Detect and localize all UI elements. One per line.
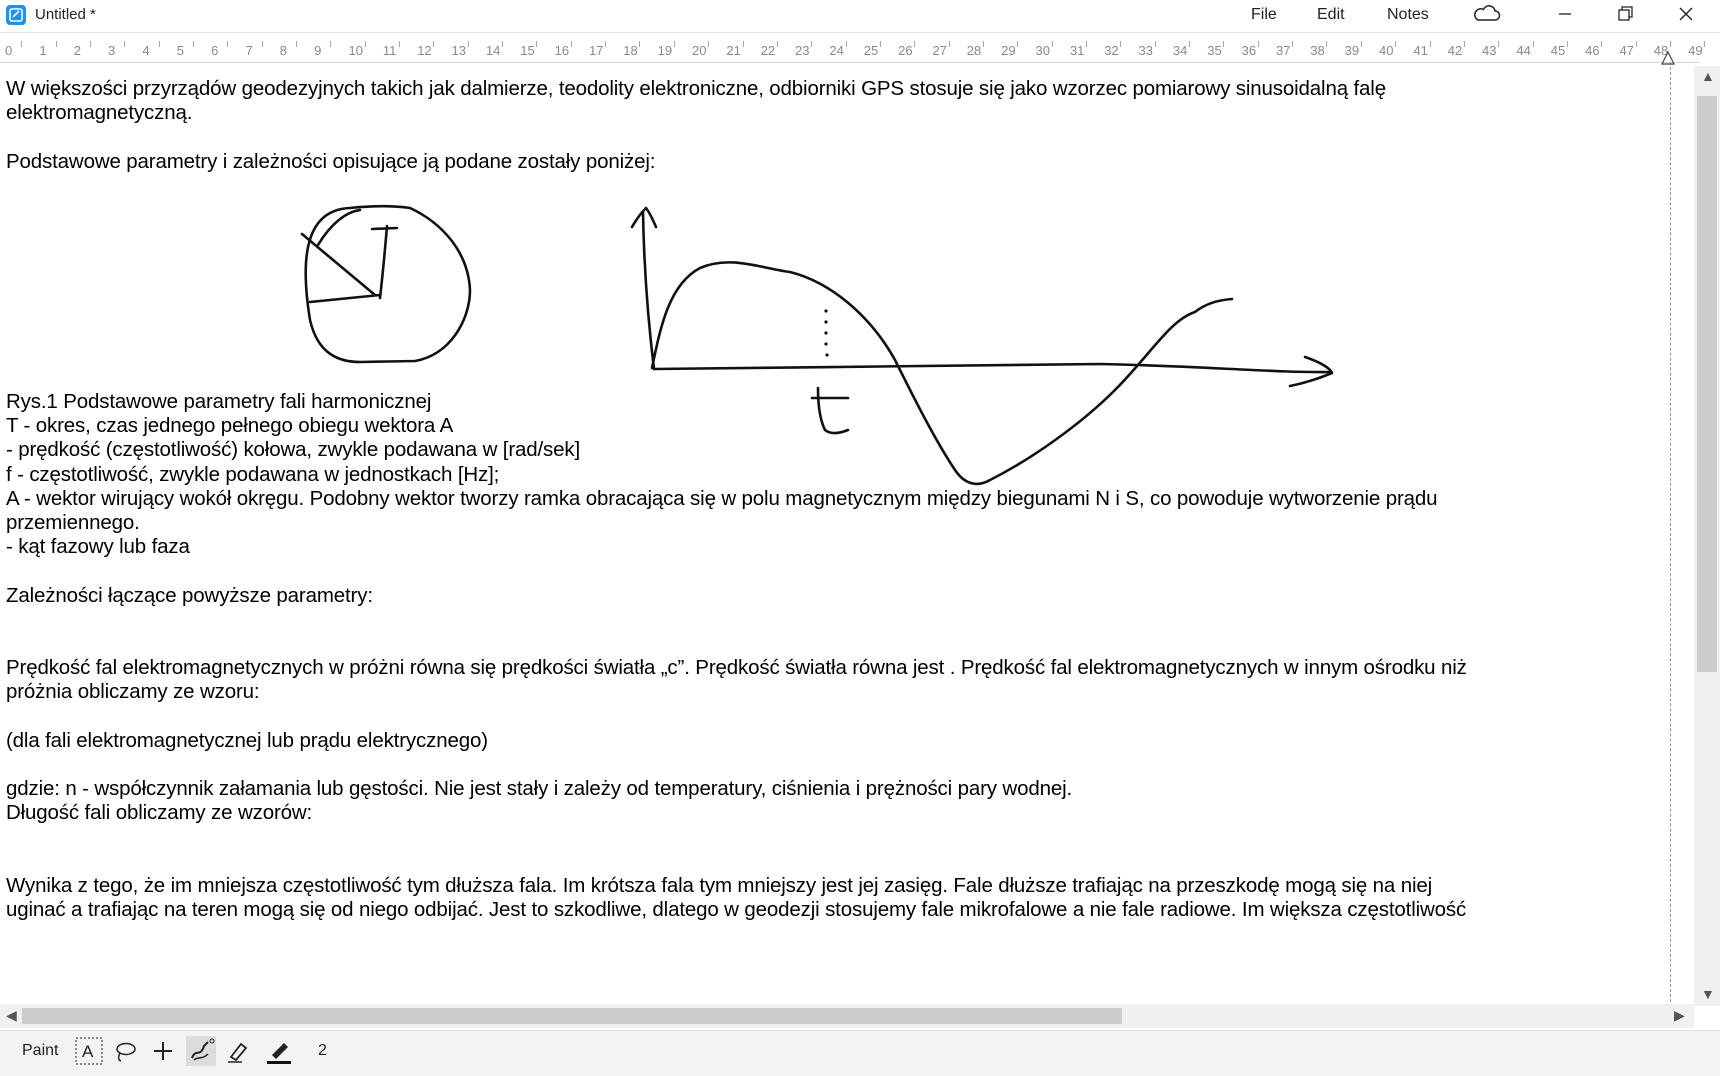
ruler-label: 20 bbox=[692, 43, 707, 58]
scroll-left-icon[interactable]: ◀ bbox=[6, 1007, 17, 1023]
text-line: (dla fali elektromagnetycznej lub prądu elektrycznego) bbox=[6, 729, 488, 752]
ruler-tick bbox=[502, 41, 503, 47]
ruler-label: 2 bbox=[73, 43, 81, 58]
ruler-tick bbox=[571, 41, 572, 47]
restore-icon[interactable] bbox=[1605, 0, 1645, 30]
ruler-label: 1 bbox=[39, 43, 47, 58]
ruler-label: 29 bbox=[1001, 43, 1016, 58]
menu-edit[interactable]: Edit bbox=[1317, 6, 1345, 23]
ruler-label: 10 bbox=[348, 43, 363, 58]
ruler-tick bbox=[1120, 41, 1121, 47]
ruler-label: 13 bbox=[451, 43, 467, 58]
ruler-label: 44 bbox=[1516, 43, 1531, 58]
ruler-label: 42 bbox=[1447, 43, 1463, 58]
ruler-label: 26 bbox=[898, 43, 913, 58]
ruler-tick bbox=[949, 41, 950, 47]
ruler-label: 17 bbox=[588, 43, 604, 58]
ink-dotted-line bbox=[824, 309, 828, 356]
pen-tool-icon[interactable] bbox=[186, 1036, 216, 1066]
ink-tick-top bbox=[372, 228, 397, 229]
title-bar bbox=[0, 0, 1720, 33]
ruler bbox=[0, 40, 1703, 63]
stroke-color-icon[interactable] bbox=[264, 1036, 294, 1066]
ruler-tick bbox=[365, 41, 366, 47]
ruler-tick bbox=[777, 41, 778, 47]
ruler-tick bbox=[1189, 41, 1190, 47]
app-icon bbox=[6, 5, 26, 25]
ruler-label: 27 bbox=[932, 43, 947, 58]
text-line: A - wektor wirujący wokół okręgu. Podobny wektor tworzy ramka obracająca się w polu magnetycznym między biegunami N i S, co powoduje wytworzenie prądu bbox=[6, 487, 1438, 510]
vertical-scrollbar[interactable] bbox=[1694, 66, 1720, 1006]
ruler-label: 25 bbox=[863, 43, 879, 58]
text-line: - prędkość (częstotliwość) kołowa, zwykle podawana w [rad/sek] bbox=[6, 438, 581, 461]
ruler-tick bbox=[330, 41, 331, 47]
ruler-tick bbox=[1052, 41, 1053, 47]
ruler-label: 41 bbox=[1413, 43, 1428, 58]
mode-label: Paint bbox=[22, 1042, 59, 1059]
ruler-tick bbox=[1292, 41, 1293, 47]
ruler-tick bbox=[90, 41, 91, 47]
close-icon[interactable] bbox=[1666, 0, 1706, 30]
text-line: przemiennego. bbox=[6, 511, 140, 534]
ruler-tick bbox=[1464, 41, 1465, 47]
ruler-label: 40 bbox=[1379, 43, 1394, 58]
svg-text:A: A bbox=[82, 1042, 94, 1061]
ruler-tick bbox=[1223, 41, 1224, 47]
ruler-label: 16 bbox=[554, 43, 570, 58]
text-line: f - częstotliwość, zwykle podawana w jednostkach [Hz]; bbox=[6, 463, 500, 486]
ruler-tick bbox=[1258, 41, 1259, 47]
text-line: uginać a trafiając na teren mogą się od niego odbijać. Jest to szkodliwe, dlatego w geodezji stosujemy fale mikrofalowe a nie fale radiowe. Im większa częstotliwość bbox=[6, 898, 1467, 921]
ink-horizontal-radius bbox=[310, 295, 380, 302]
lasso-icon[interactable] bbox=[110, 1036, 140, 1066]
text-line: próżnia obliczamy ze wzoru: bbox=[6, 680, 260, 703]
ruler-label: 38 bbox=[1310, 43, 1325, 58]
ruler-label: 48 bbox=[1653, 43, 1669, 58]
ruler-label: 46 bbox=[1585, 43, 1600, 58]
ruler-label: 37 bbox=[1275, 43, 1291, 58]
ruler-tick bbox=[399, 41, 400, 47]
ruler-tick bbox=[846, 41, 847, 47]
ruler-label: 18 bbox=[623, 43, 638, 58]
text-line: T - okres, czas jednego pełnego obiegu wektora A bbox=[6, 414, 454, 437]
text-line: Długość fali obliczamy ze wzorów: bbox=[6, 801, 313, 824]
ruler-tick bbox=[1155, 41, 1156, 47]
text-line: Zależności łączące powyższe parametry: bbox=[6, 584, 373, 607]
scroll-down-icon[interactable]: ▼ bbox=[1701, 986, 1715, 1002]
ruler-label: 6 bbox=[211, 43, 219, 58]
ruler-tick bbox=[983, 41, 984, 47]
ruler-tick bbox=[193, 41, 194, 47]
ruler-label: 0 bbox=[5, 43, 13, 58]
ruler-tick bbox=[1601, 41, 1602, 47]
ruler-tick bbox=[21, 41, 22, 47]
ruler-tick bbox=[1086, 41, 1087, 47]
ink-y-axis bbox=[643, 212, 654, 369]
ruler-tick bbox=[536, 41, 537, 47]
ruler-label: 32 bbox=[1104, 43, 1119, 58]
ruler-label: 3 bbox=[108, 43, 116, 58]
document-title: Untitled * bbox=[35, 6, 96, 23]
ink-t-vertical bbox=[818, 388, 848, 433]
minimize-icon[interactable] bbox=[1545, 0, 1585, 30]
ruler-tick bbox=[743, 41, 744, 47]
ruler-label: 5 bbox=[176, 43, 184, 58]
text-line: - kąt fazowy lub faza bbox=[6, 535, 190, 558]
ruler-tick bbox=[674, 41, 675, 47]
ruler-tick bbox=[1567, 41, 1568, 47]
ruler-tick bbox=[468, 41, 469, 47]
menu-notes[interactable]: Notes bbox=[1387, 6, 1429, 23]
text-line: W większości przyrządów geodezyjnych takich jak dalmierze, teodolity elektroniczne, odbiorniki GPS stosuje się jako wzorzec pomiarowy sinusoidalną falę bbox=[6, 77, 1386, 100]
ruler-label: 12 bbox=[417, 43, 432, 58]
ruler-label: 33 bbox=[1138, 43, 1154, 58]
ruler-tick bbox=[262, 41, 263, 47]
ruler-label: 43 bbox=[1482, 43, 1497, 58]
ruler-label: 49 bbox=[1688, 43, 1703, 58]
ruler-tick bbox=[227, 41, 228, 47]
ruler-label: 36 bbox=[1241, 43, 1257, 58]
ruler-tick bbox=[1430, 41, 1431, 47]
vertical-scroll-thumb[interactable] bbox=[1697, 96, 1717, 672]
ink-sine-curve bbox=[652, 262, 1232, 484]
ruler-label: 28 bbox=[966, 43, 982, 58]
ruler-label: 19 bbox=[657, 43, 673, 58]
menu-file[interactable]: File bbox=[1251, 6, 1277, 23]
ruler-tick bbox=[1498, 41, 1499, 47]
ruler-label: 34 bbox=[1172, 43, 1188, 58]
paint-toolbar bbox=[0, 1030, 1720, 1076]
ruler-tick bbox=[124, 41, 125, 47]
ruler-tick bbox=[433, 41, 434, 47]
ruler-label: 22 bbox=[760, 43, 776, 58]
ink-vector-a bbox=[302, 234, 375, 295]
ruler-tick bbox=[1361, 41, 1362, 47]
ruler-label: 9 bbox=[314, 43, 322, 58]
ruler-tick bbox=[914, 41, 915, 47]
ruler-label: 11 bbox=[382, 43, 397, 58]
ink-x-axis bbox=[654, 364, 1330, 372]
ruler-tick bbox=[1326, 41, 1327, 47]
ruler-tick bbox=[296, 41, 297, 47]
cloud-icon[interactable] bbox=[1467, 0, 1507, 30]
text-line: elektromagnetyczną. bbox=[6, 101, 193, 124]
ruler-label: 15 bbox=[520, 43, 535, 58]
ruler-tick bbox=[56, 41, 57, 47]
ruler-label: 21 bbox=[726, 43, 741, 58]
ruler-tick bbox=[639, 41, 640, 47]
margin-marker-icon[interactable] bbox=[1660, 50, 1676, 66]
ruler-tick bbox=[1704, 41, 1705, 47]
ruler-label: 39 bbox=[1344, 43, 1360, 58]
ruler-label: 4 bbox=[142, 43, 150, 58]
ruler-tick bbox=[605, 41, 606, 47]
ruler-label: 47 bbox=[1619, 43, 1634, 58]
ruler-label: 14 bbox=[485, 43, 501, 58]
pen-size-value[interactable]: 2 bbox=[318, 1042, 327, 1059]
ruler-label: 31 bbox=[1069, 43, 1085, 58]
ruler-tick bbox=[159, 41, 160, 47]
scroll-up-icon[interactable]: ▲ bbox=[1701, 68, 1715, 84]
ruler-tick bbox=[1670, 41, 1671, 47]
page-margin-guide bbox=[1670, 62, 1671, 1002]
text-line: Wynika z tego, że im mniejsza częstotliwość tym dłuższa fala. Im krótsza fala tym mniejszy jest jej zasięg. Fale dłuższe trafiając na przeszkodę mogą się na niej bbox=[6, 874, 1433, 897]
text-line: Prędkość fal elektromagnetycznych w próżni równa się prędkości światła „c”. Prędkość światła równa jest . Prędkość fal elektromagnetycznych w innym ośrodku niż bbox=[6, 656, 1467, 679]
add-icon[interactable] bbox=[148, 1036, 178, 1066]
text-line: Podstawowe parametry i zależności opisujące ją podane zostały poniżej: bbox=[6, 150, 656, 173]
ruler-label: 35 bbox=[1207, 43, 1222, 58]
ruler-tick bbox=[1636, 41, 1637, 47]
horizontal-scroll-thumb[interactable] bbox=[22, 1008, 1122, 1024]
ruler-label: 8 bbox=[279, 43, 288, 58]
ruler-tick bbox=[708, 41, 709, 47]
scroll-right-icon[interactable]: ▶ bbox=[1674, 1007, 1685, 1023]
ruler-label: 24 bbox=[829, 43, 844, 58]
ruler-tick bbox=[1395, 41, 1396, 47]
figure-caption: Rys.1 Podstawowe parametry fali harmonicznej bbox=[6, 390, 432, 413]
ruler-tick bbox=[880, 41, 881, 47]
horizontal-scrollbar[interactable] bbox=[0, 1004, 1694, 1028]
eraser-icon[interactable] bbox=[222, 1036, 252, 1066]
ink-drawing[interactable] bbox=[0, 180, 1400, 520]
ruler-label: 23 bbox=[795, 43, 810, 58]
ruler-label: 30 bbox=[1035, 43, 1050, 58]
ruler-tick bbox=[1017, 41, 1018, 47]
text-tool-icon[interactable] bbox=[74, 1036, 104, 1066]
ruler-label: 7 bbox=[245, 43, 253, 58]
text-line: gdzie: n - współczynnik załamania lub gęstości. Nie jest stały i zależy od temperatury, ciśnienia i prężności pary wodnej. bbox=[6, 777, 1073, 800]
ruler-label: 45 bbox=[1550, 43, 1566, 58]
ruler-tick bbox=[811, 41, 812, 47]
ink-vertical-stroke bbox=[380, 226, 387, 298]
ruler-tick bbox=[1533, 41, 1534, 47]
